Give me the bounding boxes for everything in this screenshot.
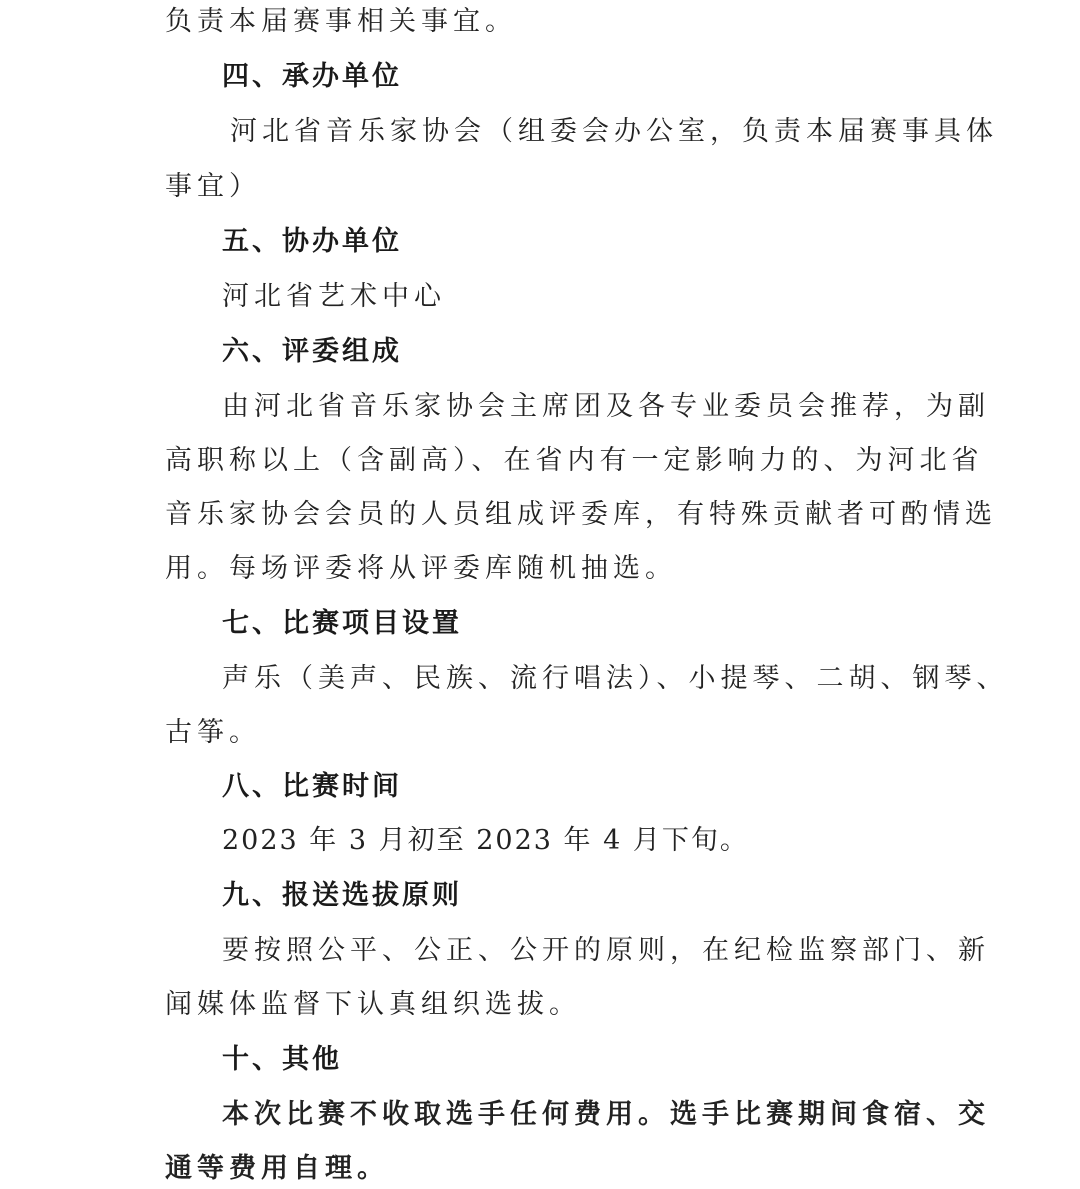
section-heading-10: 十、其他	[222, 1044, 342, 1075]
body-text-line: 2023 年 3 月初至 2023 年 4 月下旬。	[222, 825, 749, 856]
body-text-line: 要按照公平、公正、公开的原则，在纪检监察部门、新	[222, 935, 990, 966]
body-text-line: 音乐家协会会员的人员组成评委库，有特殊贡献者可酌情选	[165, 499, 997, 530]
body-text-line: 声乐（美声、民族、流行唱法）、小提琴、二胡、钢琴、	[222, 663, 1009, 694]
section-heading-5: 五、协办单位	[222, 226, 402, 257]
section-heading-7: 七、比赛项目设置	[222, 608, 462, 639]
body-text-line: 由河北省音乐家协会主席团及各专业委员会推荐，为副	[222, 391, 990, 422]
body-text-line: 通等费用自理。	[165, 1153, 389, 1184]
body-text-line: 河北省音乐家协会（组委会办公室，负责本届赛事具体	[230, 116, 998, 147]
section-heading-6: 六、评委组成	[222, 336, 402, 367]
body-text-line: 河北省艺术中心	[222, 281, 446, 312]
body-text-line: 古筝。	[165, 717, 261, 748]
body-text-line: 高职称以上（含副高）、在省内有一定影响力的、为河北省	[165, 445, 984, 476]
section-heading-9: 九、报送选拔原则	[222, 880, 462, 911]
section-heading-4: 四、承办单位	[222, 61, 402, 92]
body-text-line: 闻媒体监督下认真组织选拔。	[165, 989, 581, 1020]
body-text-line: 负责本届赛事相关事宜。	[165, 6, 517, 37]
body-text-line: 本次比赛不收取选手任何费用。选手比赛期间食宿、交	[222, 1099, 990, 1130]
section-heading-8: 八、比赛时间	[222, 771, 402, 802]
body-text-line: 用。每场评委将从评委库随机抽选。	[165, 553, 677, 584]
body-text-line: 事宜）	[165, 171, 261, 202]
